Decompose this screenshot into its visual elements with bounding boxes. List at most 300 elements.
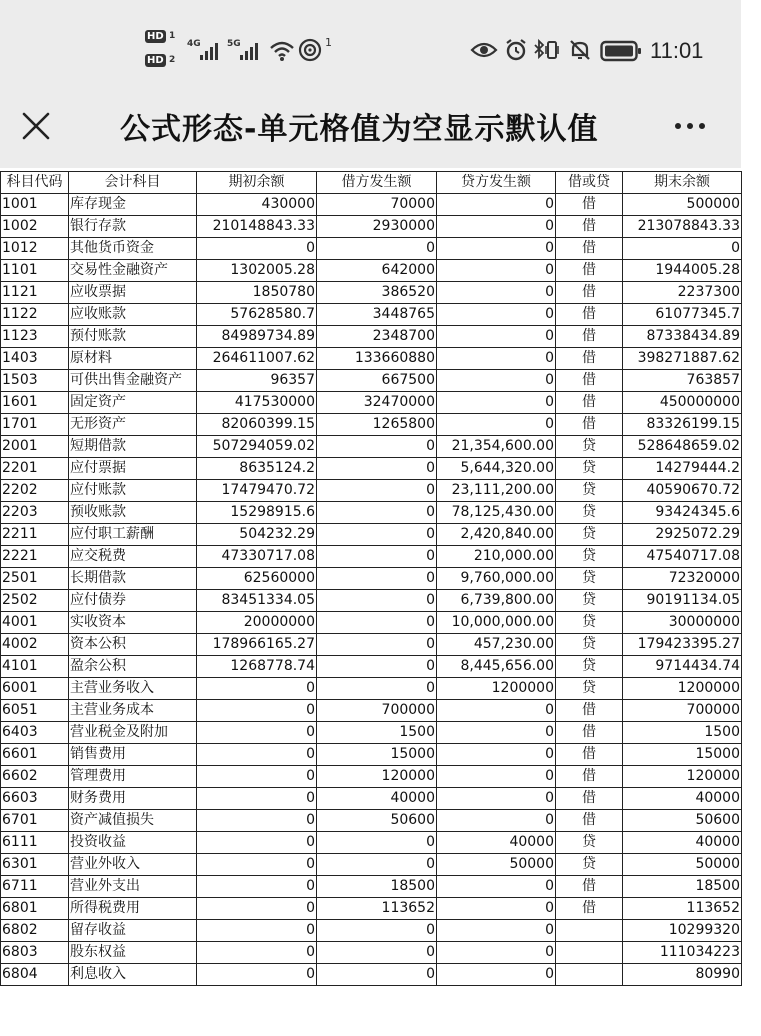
cell-opening[interactable]: 47330717.08 [197, 546, 317, 568]
cell-code[interactable]: 6711 [1, 876, 69, 898]
cell-account[interactable]: 可供出售金融资产 [69, 370, 197, 392]
cell-account[interactable]: 预收账款 [69, 502, 197, 524]
cell-code[interactable]: 6804 [1, 964, 69, 986]
cell-credit[interactable]: 50000 [437, 854, 556, 876]
cell-code[interactable]: 4002 [1, 634, 69, 656]
cell-opening[interactable]: 0 [197, 832, 317, 854]
cell-closing[interactable]: 1944005.28 [623, 260, 742, 282]
cell-account[interactable]: 销售费用 [69, 744, 197, 766]
cell-debit[interactable]: 70000 [317, 194, 437, 216]
cell-code[interactable]: 1122 [1, 304, 69, 326]
cell-account[interactable]: 预付账款 [69, 326, 197, 348]
table-row [1, 744, 742, 766]
cell-closing[interactable]: 2237300 [623, 282, 742, 304]
cell-direction[interactable]: 借 [556, 876, 623, 898]
cell-opening[interactable]: 96357 [197, 370, 317, 392]
cell-direction[interactable]: 贷 [556, 634, 623, 656]
cell-account[interactable]: 应收账款 [69, 304, 197, 326]
cell-account[interactable]: 原材料 [69, 348, 197, 370]
cell-opening[interactable]: 8635124.2 [197, 458, 317, 480]
more-icon[interactable] [668, 108, 712, 144]
table-row [1, 854, 742, 876]
cell-closing[interactable]: 80990 [623, 964, 742, 986]
cell-opening[interactable]: 0 [197, 898, 317, 920]
cell-account[interactable]: 无形资产 [69, 414, 197, 436]
cell-opening[interactable]: 0 [197, 964, 317, 986]
cell-opening[interactable]: 0 [197, 788, 317, 810]
cell-closing[interactable]: 90191134.05 [623, 590, 742, 612]
cell-opening[interactable]: 1268778.74 [197, 656, 317, 678]
cell-code[interactable]: 1001 [1, 194, 69, 216]
cell-credit[interactable]: 10,000,000.00 [437, 612, 556, 634]
cell-closing[interactable]: 72320000 [623, 568, 742, 590]
cell-account[interactable]: 库存现金 [69, 194, 197, 216]
table-row [1, 788, 742, 810]
mute-bell-icon [568, 38, 592, 62]
cell-closing[interactable]: 47540717.08 [623, 546, 742, 568]
cell-account[interactable]: 所得税费用 [69, 898, 197, 920]
cell-opening[interactable]: 0 [197, 722, 317, 744]
table-row [1, 414, 742, 436]
cell-code[interactable]: 2221 [1, 546, 69, 568]
cell-credit[interactable]: 0 [437, 744, 556, 766]
cell-account[interactable]: 实收资本 [69, 612, 197, 634]
cell-direction[interactable]: 借 [556, 326, 623, 348]
cell-closing[interactable]: 1200000 [623, 678, 742, 700]
cell-account[interactable]: 应付债券 [69, 590, 197, 612]
table-row [1, 898, 742, 920]
cell-opening[interactable]: 0 [197, 700, 317, 722]
cell-code[interactable]: 1503 [1, 370, 69, 392]
cell-debit[interactable]: 3448765 [317, 304, 437, 326]
bluetooth-vibrate-icon [532, 38, 562, 62]
cell-code[interactable]: 6051 [1, 700, 69, 722]
table-row [1, 348, 742, 370]
table-row [1, 238, 742, 260]
cell-debit[interactable]: 667500 [317, 370, 437, 392]
cell-code[interactable]: 4101 [1, 656, 69, 678]
cell-code[interactable]: 1012 [1, 238, 69, 260]
cell-account[interactable]: 固定资产 [69, 392, 197, 414]
cell-direction[interactable]: 借 [556, 810, 623, 832]
alarm-icon [504, 38, 528, 62]
cell-account[interactable]: 营业外收入 [69, 854, 197, 876]
header-code: 科目代码 [1, 172, 69, 194]
cell-credit[interactable]: 0 [437, 964, 556, 986]
cell-direction[interactable]: 贷 [556, 458, 623, 480]
cell-credit[interactable]: 0 [437, 810, 556, 832]
cell-credit[interactable]: 0 [437, 282, 556, 304]
cell-opening[interactable]: 1850780 [197, 282, 317, 304]
signal1-label: 4G [187, 39, 201, 49]
cell-debit[interactable]: 40000 [317, 788, 437, 810]
cell-debit[interactable]: 0 [317, 590, 437, 612]
cell-account[interactable]: 管理费用 [69, 766, 197, 788]
table-row [1, 326, 742, 348]
cell-closing[interactable]: 93424345.6 [623, 502, 742, 524]
cell-direction[interactable] [556, 920, 623, 942]
close-icon[interactable] [18, 108, 54, 144]
cell-closing[interactable]: 398271887.62 [623, 348, 742, 370]
cell-account[interactable]: 其他货币资金 [69, 238, 197, 260]
signal1-icon [200, 40, 218, 60]
cell-credit[interactable]: 0 [437, 898, 556, 920]
cell-account[interactable]: 主营业务成本 [69, 700, 197, 722]
cell-direction[interactable]: 贷 [556, 678, 623, 700]
cell-code[interactable]: 1601 [1, 392, 69, 414]
table-row [1, 502, 742, 524]
right-margin [741, 0, 761, 1036]
cell-account[interactable]: 留存收益 [69, 920, 197, 942]
cell-direction[interactable]: 贷 [556, 568, 623, 590]
cell-account[interactable]: 交易性金融资产 [69, 260, 197, 282]
cell-debit[interactable]: 1265800 [317, 414, 437, 436]
cell-account[interactable]: 应付票据 [69, 458, 197, 480]
cell-code[interactable]: 6111 [1, 832, 69, 854]
cell-direction[interactable]: 借 [556, 744, 623, 766]
cell-direction[interactable]: 借 [556, 766, 623, 788]
cell-credit[interactable]: 0 [437, 788, 556, 810]
cell-credit[interactable]: 1200000 [437, 678, 556, 700]
cell-code[interactable]: 1123 [1, 326, 69, 348]
cell-direction[interactable]: 贷 [556, 480, 623, 502]
cell-opening[interactable]: 57628580.7 [197, 304, 317, 326]
cell-credit[interactable]: 0 [437, 876, 556, 898]
cell-direction[interactable]: 贷 [556, 436, 623, 458]
cell-account[interactable]: 财务费用 [69, 788, 197, 810]
cell-credit[interactable]: 0 [437, 920, 556, 942]
cell-credit[interactable]: 0 [437, 348, 556, 370]
table-row [1, 832, 742, 854]
cell-debit[interactable]: 50600 [317, 810, 437, 832]
cell-closing[interactable]: 179423395.27 [623, 634, 742, 656]
cell-closing[interactable]: 40000 [623, 788, 742, 810]
cell-debit[interactable]: 2930000 [317, 216, 437, 238]
cell-closing[interactable]: 763857 [623, 370, 742, 392]
cell-direction[interactable]: 贷 [556, 524, 623, 546]
cell-closing[interactable]: 61077345.7 [623, 304, 742, 326]
cell-credit[interactable]: 0 [437, 766, 556, 788]
cell-debit[interactable]: 0 [317, 854, 437, 876]
cell-debit[interactable]: 0 [317, 634, 437, 656]
cell-closing[interactable]: 700000 [623, 700, 742, 722]
cell-account[interactable]: 盈余公积 [69, 656, 197, 678]
cell-debit[interactable]: 2348700 [317, 326, 437, 348]
cell-account[interactable]: 营业外支出 [69, 876, 197, 898]
cell-closing[interactable]: 30000000 [623, 612, 742, 634]
cell-debit[interactable]: 0 [317, 612, 437, 634]
cell-credit[interactable]: 0 [437, 392, 556, 414]
cell-closing[interactable]: 1500 [623, 722, 742, 744]
cell-opening[interactable]: 507294059.02 [197, 436, 317, 458]
cell-direction[interactable] [556, 942, 623, 964]
table-body [1, 194, 742, 986]
cell-debit[interactable]: 0 [317, 920, 437, 942]
header-opening: 期初余额 [197, 172, 317, 194]
cell-code[interactable]: 1403 [1, 348, 69, 370]
cell-closing[interactable]: 113652 [623, 898, 742, 920]
cell-debit[interactable]: 32470000 [317, 392, 437, 414]
cell-credit[interactable]: 0 [437, 414, 556, 436]
table-row [1, 568, 742, 590]
cell-debit[interactable]: 120000 [317, 766, 437, 788]
cell-code[interactable]: 6403 [1, 722, 69, 744]
table-row [1, 700, 742, 722]
cell-credit[interactable]: 210,000.00 [437, 546, 556, 568]
cell-code[interactable]: 2203 [1, 502, 69, 524]
cell-credit[interactable]: 0 [437, 326, 556, 348]
cell-direction[interactable]: 借 [556, 282, 623, 304]
cell-direction[interactable]: 贷 [556, 612, 623, 634]
cell-credit[interactable]: 5,644,320.00 [437, 458, 556, 480]
cell-code[interactable]: 1002 [1, 216, 69, 238]
cell-closing[interactable]: 213078843.33 [623, 216, 742, 238]
cell-direction[interactable] [556, 964, 623, 986]
cell-closing[interactable]: 83326199.15 [623, 414, 742, 436]
cell-opening[interactable]: 417530000 [197, 392, 317, 414]
cell-code[interactable]: 6801 [1, 898, 69, 920]
cell-code[interactable]: 6802 [1, 920, 69, 942]
cell-debit[interactable]: 0 [317, 568, 437, 590]
cell-code[interactable]: 2001 [1, 436, 69, 458]
cell-account[interactable]: 应交税费 [69, 546, 197, 568]
battery-icon [600, 40, 642, 62]
cell-account[interactable]: 股东权益 [69, 942, 197, 964]
cell-account[interactable]: 短期借款 [69, 436, 197, 458]
cell-opening[interactable]: 83451334.05 [197, 590, 317, 612]
cell-closing[interactable]: 50000 [623, 854, 742, 876]
cell-code[interactable]: 2502 [1, 590, 69, 612]
cell-code[interactable]: 1701 [1, 414, 69, 436]
sim2-hd-badge: HD [147, 55, 164, 66]
cell-direction[interactable]: 贷 [556, 590, 623, 612]
cell-credit[interactable]: 0 [437, 722, 556, 744]
cell-direction[interactable]: 借 [556, 260, 623, 282]
cell-debit[interactable]: 386520 [317, 282, 437, 304]
cell-account[interactable]: 资产减值损失 [69, 810, 197, 832]
cell-credit[interactable]: 0 [437, 700, 556, 722]
cell-direction[interactable]: 借 [556, 788, 623, 810]
hotspot-count: 1 [325, 36, 332, 49]
cell-opening[interactable]: 210148843.33 [197, 216, 317, 238]
cell-direction[interactable]: 借 [556, 194, 623, 216]
header-debit: 借方发生额 [317, 172, 437, 194]
cell-closing[interactable]: 500000 [623, 194, 742, 216]
cell-code[interactable]: 6602 [1, 766, 69, 788]
cell-direction[interactable]: 贷 [556, 832, 623, 854]
cell-opening[interactable]: 17479470.72 [197, 480, 317, 502]
cell-code[interactable]: 2201 [1, 458, 69, 480]
cell-credit[interactable]: 9,760,000.00 [437, 568, 556, 590]
cell-closing[interactable]: 450000000 [623, 392, 742, 414]
cell-direction[interactable]: 贷 [556, 656, 623, 678]
cell-debit[interactable]: 0 [317, 524, 437, 546]
cell-closing[interactable]: 111034223 [623, 942, 742, 964]
cell-direction[interactable]: 借 [556, 898, 623, 920]
cell-opening[interactable]: 264611007.62 [197, 348, 317, 370]
cell-direction[interactable]: 借 [556, 392, 623, 414]
cell-credit[interactable]: 0 [437, 194, 556, 216]
cell-credit[interactable]: 40000 [437, 832, 556, 854]
cell-closing[interactable]: 528648659.02 [623, 436, 742, 458]
cell-direction[interactable]: 借 [556, 370, 623, 392]
table-row [1, 458, 742, 480]
cell-opening[interactable]: 178966165.27 [197, 634, 317, 656]
cell-opening[interactable]: 430000 [197, 194, 317, 216]
cell-credit[interactable]: 78,125,430.00 [437, 502, 556, 524]
cell-code[interactable]: 2501 [1, 568, 69, 590]
cell-account[interactable]: 资本公积 [69, 634, 197, 656]
cell-closing[interactable]: 0 [623, 238, 742, 260]
table-row [1, 766, 742, 788]
cell-code[interactable]: 1121 [1, 282, 69, 304]
cell-closing[interactable]: 18500 [623, 876, 742, 898]
header-credit: 贷方发生额 [437, 172, 556, 194]
cell-debit[interactable]: 133660880 [317, 348, 437, 370]
cell-credit[interactable]: 0 [437, 942, 556, 964]
sim1-slot: 1 [169, 31, 176, 41]
cell-opening[interactable]: 1302005.28 [197, 260, 317, 282]
cell-closing[interactable]: 87338434.89 [623, 326, 742, 348]
cell-debit[interactable]: 0 [317, 942, 437, 964]
cell-opening[interactable]: 0 [197, 876, 317, 898]
cell-debit[interactable]: 642000 [317, 260, 437, 282]
cell-credit[interactable]: 0 [437, 370, 556, 392]
cell-debit[interactable]: 0 [317, 502, 437, 524]
cell-code[interactable]: 6803 [1, 942, 69, 964]
cell-code[interactable]: 6601 [1, 744, 69, 766]
cell-debit[interactable]: 15000 [317, 744, 437, 766]
table-row [1, 436, 742, 458]
sim1-hd-badge: HD [147, 31, 164, 42]
cell-credit[interactable]: 0 [437, 216, 556, 238]
table-row [1, 392, 742, 414]
cell-credit[interactable]: 0 [437, 238, 556, 260]
cell-opening[interactable]: 0 [197, 854, 317, 876]
cell-opening[interactable]: 20000000 [197, 612, 317, 634]
cell-closing[interactable]: 10299320 [623, 920, 742, 942]
cell-direction[interactable]: 贷 [556, 546, 623, 568]
cell-opening[interactable]: 82060399.15 [197, 414, 317, 436]
cell-code[interactable]: 4001 [1, 612, 69, 634]
cell-direction[interactable]: 借 [556, 238, 623, 260]
signal2-label: 5G [227, 39, 241, 49]
cell-debit[interactable]: 700000 [317, 700, 437, 722]
cell-debit[interactable]: 0 [317, 832, 437, 854]
cell-opening[interactable]: 0 [197, 942, 317, 964]
cell-direction[interactable]: 借 [556, 722, 623, 744]
cell-closing[interactable]: 120000 [623, 766, 742, 788]
page-title: 公式形态-单元格值为空显示默认值 [120, 112, 599, 147]
clock: 11:01 [650, 38, 704, 63]
cell-code[interactable]: 6603 [1, 788, 69, 810]
cell-opening[interactable]: 0 [197, 678, 317, 700]
cell-debit[interactable]: 18500 [317, 876, 437, 898]
cell-closing[interactable]: 50600 [623, 810, 742, 832]
cell-debit[interactable]: 113652 [317, 898, 437, 920]
cell-closing[interactable]: 15000 [623, 744, 742, 766]
table-row [1, 876, 742, 898]
cell-credit[interactable]: 0 [437, 260, 556, 282]
table-row [1, 216, 742, 238]
cell-debit[interactable]: 0 [317, 546, 437, 568]
cell-debit[interactable]: 1500 [317, 722, 437, 744]
cell-opening[interactable]: 62560000 [197, 568, 317, 590]
cell-closing[interactable]: 9714434.74 [623, 656, 742, 678]
eye-icon [470, 40, 498, 60]
cell-code[interactable]: 6701 [1, 810, 69, 832]
cell-account[interactable]: 应付账款 [69, 480, 197, 502]
cell-code[interactable]: 1101 [1, 260, 69, 282]
cell-direction[interactable]: 借 [556, 348, 623, 370]
cell-code[interactable]: 6301 [1, 854, 69, 876]
table-row [1, 656, 742, 678]
cell-debit[interactable]: 0 [317, 964, 437, 986]
cell-account[interactable]: 投资收益 [69, 832, 197, 854]
table-row [1, 590, 742, 612]
cell-code[interactable]: 6001 [1, 678, 69, 700]
cell-account[interactable]: 营业税金及附加 [69, 722, 197, 744]
cell-credit[interactable]: 8,445,656.00 [437, 656, 556, 678]
cell-code[interactable]: 2202 [1, 480, 69, 502]
cell-debit[interactable]: 0 [317, 656, 437, 678]
table-row [1, 370, 742, 392]
cell-opening[interactable]: 0 [197, 744, 317, 766]
wifi-icon [269, 40, 295, 62]
cell-direction[interactable]: 借 [556, 414, 623, 436]
cell-debit[interactable]: 0 [317, 678, 437, 700]
cell-opening[interactable]: 0 [197, 810, 317, 832]
cell-opening[interactable]: 0 [197, 238, 317, 260]
cell-code[interactable]: 2211 [1, 524, 69, 546]
cell-account[interactable]: 应付职工薪酬 [69, 524, 197, 546]
cell-credit[interactable]: 457,230.00 [437, 634, 556, 656]
table-row [1, 678, 742, 700]
cell-credit[interactable]: 2,420,840.00 [437, 524, 556, 546]
cell-debit[interactable]: 0 [317, 480, 437, 502]
cell-direction[interactable]: 贷 [556, 502, 623, 524]
table-row [1, 964, 742, 986]
cell-direction[interactable]: 借 [556, 216, 623, 238]
cell-debit[interactable]: 0 [317, 238, 437, 260]
cell-opening[interactable]: 0 [197, 920, 317, 942]
signal2-icon [240, 40, 258, 60]
cell-credit[interactable]: 0 [437, 304, 556, 326]
cell-account[interactable]: 长期借款 [69, 568, 197, 590]
cell-debit[interactable]: 0 [317, 436, 437, 458]
cell-account[interactable]: 应收票据 [69, 282, 197, 304]
cell-debit[interactable]: 0 [317, 458, 437, 480]
cell-opening[interactable]: 84989734.89 [197, 326, 317, 348]
cell-account[interactable]: 主营业务收入 [69, 678, 197, 700]
cell-credit[interactable]: 23,111,200.00 [437, 480, 556, 502]
cell-opening[interactable]: 0 [197, 766, 317, 788]
cell-opening[interactable]: 504232.29 [197, 524, 317, 546]
cell-direction[interactable]: 借 [556, 700, 623, 722]
cell-account[interactable]: 利息收入 [69, 964, 197, 986]
cell-account[interactable]: 银行存款 [69, 216, 197, 238]
cell-closing[interactable]: 40590670.72 [623, 480, 742, 502]
cell-direction[interactable]: 贷 [556, 854, 623, 876]
cell-credit[interactable]: 6,739,800.00 [437, 590, 556, 612]
cell-credit[interactable]: 21,354,600.00 [437, 436, 556, 458]
cell-direction[interactable]: 借 [556, 304, 623, 326]
table-row [1, 612, 742, 634]
cell-closing[interactable]: 14279444.2 [623, 458, 742, 480]
cell-opening[interactable]: 15298915.6 [197, 502, 317, 524]
cell-closing[interactable]: 2925072.29 [623, 524, 742, 546]
cell-closing[interactable]: 40000 [623, 832, 742, 854]
